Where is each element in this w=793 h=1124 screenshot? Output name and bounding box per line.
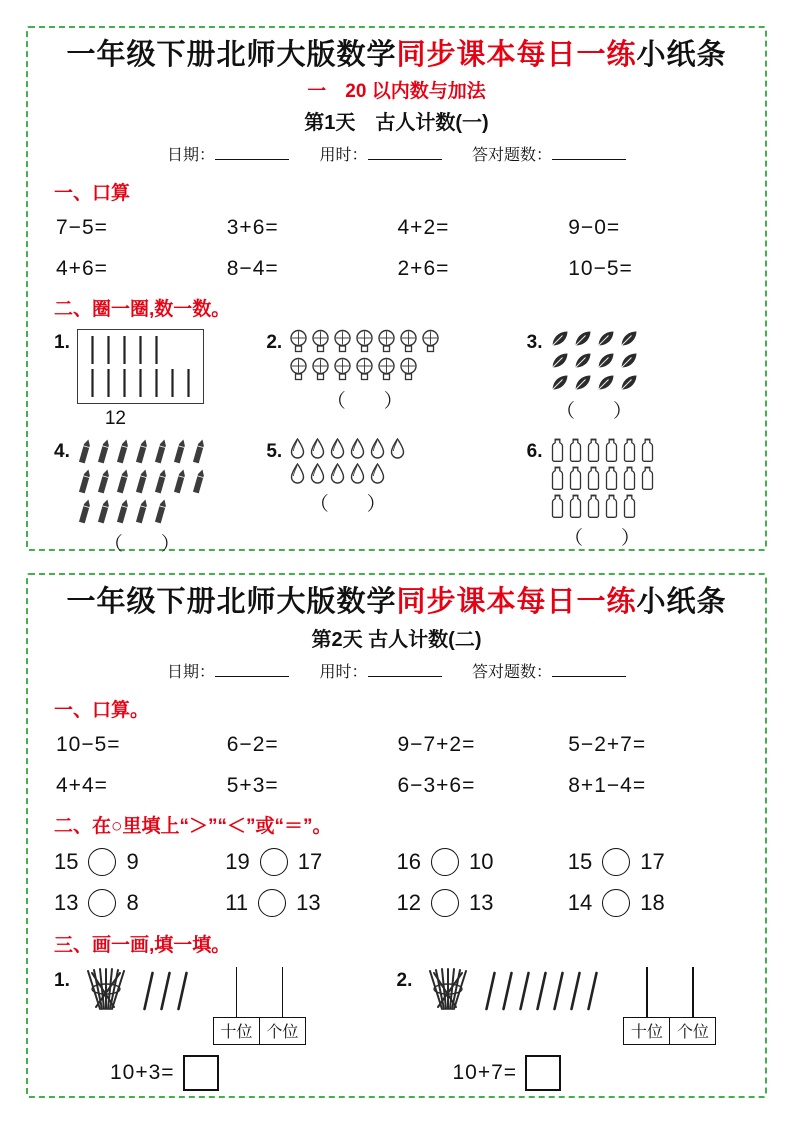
crayon-icon (115, 498, 131, 525)
equation-line (397, 1055, 740, 1091)
oral-problem: 8+1−4= (568, 773, 647, 797)
loose-stick-icon (586, 971, 599, 1011)
crayon-icon (77, 468, 93, 495)
crayon-icon (191, 468, 207, 495)
bulb-icon (289, 357, 308, 382)
compare-left: 16 (396, 848, 421, 874)
compare-circle[interactable] (431, 889, 459, 917)
compare-right: 9 (126, 848, 139, 874)
bottle-icon (640, 438, 655, 463)
drop-icon (349, 463, 366, 485)
bulb-icon-group (289, 329, 440, 382)
crayon-icon (153, 438, 169, 465)
count-answer-blank[interactable]: （ ） (555, 400, 632, 422)
bottle-icon (586, 494, 601, 519)
equation-line (54, 1055, 397, 1091)
stick-icon (104, 368, 113, 398)
stick-icon (120, 368, 129, 398)
leaf-icon (596, 373, 616, 392)
leaf-icon (596, 351, 616, 370)
compare-left: 13 (54, 889, 79, 915)
oral-problem: 4+2= (397, 215, 450, 239)
score-label: 答对题数： (471, 663, 552, 681)
day1-sheet (26, 26, 767, 555)
drop-icon-group (289, 438, 406, 485)
drop-icon (289, 463, 306, 485)
crayon-icon (172, 468, 188, 495)
loose-stick-icon (484, 971, 497, 1011)
ones-cell[interactable]: 个位 (259, 1017, 305, 1044)
day1-section1-heading: 一、口算 (54, 182, 131, 204)
tens-cell[interactable]: 十位 (624, 1017, 670, 1044)
compare-grid (54, 848, 739, 917)
count-item-3 (527, 329, 739, 430)
loose-stick-icon (142, 971, 155, 1011)
compare-item (225, 889, 396, 917)
oral-problem: 9−0= (568, 215, 621, 239)
leaf-icon (573, 373, 593, 392)
bottle-icon (640, 466, 655, 491)
place-value-lines (624, 967, 716, 1017)
compare-item (397, 848, 568, 876)
leaf-icon (619, 329, 639, 348)
drop-icon (369, 463, 386, 485)
oral-problem: 4+4= (56, 773, 108, 797)
bottle-icon (604, 494, 619, 519)
compare-left: 12 (396, 889, 421, 915)
count-item-5 (266, 438, 526, 556)
count-answer-blank[interactable]: （ ） (103, 533, 180, 555)
drop-icon (329, 438, 346, 460)
drop-icon (389, 438, 406, 460)
stick-icon (136, 335, 145, 365)
loose-stick-icon (159, 971, 172, 1011)
time-blank[interactable] (368, 662, 442, 677)
date-blank[interactable] (215, 662, 289, 677)
crayon-icon (153, 468, 169, 495)
oral-problem: 6−2= (226, 732, 279, 756)
title-black-left: 一年级下册北师大版数学 (66, 586, 397, 618)
drop-icon (309, 463, 326, 485)
compare-left: 14 (567, 889, 593, 915)
compare-right: 17 (640, 848, 665, 874)
crayon-icon (77, 498, 93, 525)
bottle-icon (586, 466, 601, 491)
stick-icon (88, 368, 97, 398)
time-label: 用时： (319, 663, 368, 681)
crayon-icon (96, 468, 112, 495)
score-label: 答对题数： (471, 146, 552, 164)
stick-icon (184, 368, 193, 398)
leaf-icon (619, 351, 639, 370)
day2-heading: 第2天 古人计数(二) (311, 628, 482, 651)
bulb-icon (289, 329, 308, 354)
crayon-icon (96, 438, 112, 465)
oral-problem: 4+6= (56, 256, 108, 280)
oral-problem: 9−7+2= (397, 732, 476, 756)
oral-problem: 5+3= (226, 773, 279, 797)
compare-item (397, 889, 568, 917)
bulb-icon (421, 329, 440, 354)
compare-left: 15 (54, 848, 79, 874)
count-items-grid (54, 329, 739, 556)
crayon-icon (134, 468, 150, 495)
compare-right: 10 (468, 848, 494, 874)
worksheet-title (54, 585, 739, 620)
title-red-middle: 同步课本每日一练 (396, 586, 637, 618)
day2-section1-heading: 一、口算。 (54, 699, 150, 721)
place-value-table (213, 1017, 306, 1045)
bottle-icon-group (550, 438, 655, 519)
draw-item-2 (397, 967, 740, 1091)
count-answer-blank[interactable]: （ ） (309, 493, 386, 515)
loose-stick-icon-group (484, 967, 599, 1011)
compare-circle[interactable] (602, 848, 630, 876)
count-answer-blank[interactable]: （ ） (563, 527, 640, 549)
bulb-icon (377, 357, 396, 382)
count-answer-blank[interactable]: （ ） (326, 390, 403, 412)
bulb-icon (399, 329, 418, 354)
day2-section3-heading: 三、画一画,填一填。 (54, 934, 231, 956)
oral-problem: 10−5= (56, 732, 121, 756)
answer-box[interactable] (183, 1055, 219, 1091)
equation-text: 10+7= (452, 1060, 518, 1084)
worksheet-title (54, 38, 739, 73)
compare-circle[interactable] (88, 889, 116, 917)
oral-problem: 6−3+6= (397, 773, 476, 797)
compare-right: 17 (297, 848, 323, 874)
oral-problem: 2+6= (397, 256, 450, 280)
compare-left: 11 (225, 889, 249, 915)
equation-text: 10+3= (110, 1060, 175, 1084)
count-item-2 (266, 329, 526, 430)
count-item-4 (54, 438, 266, 556)
loose-stick-icon (552, 971, 565, 1011)
unit-heading: 一 20 以内数与加法 (307, 80, 486, 102)
stick-icon (104, 335, 113, 365)
stick-icon (120, 335, 129, 365)
leaf-icon (550, 351, 570, 370)
score-blank[interactable] (552, 662, 626, 677)
loose-stick-icon (569, 971, 582, 1011)
item-number: 3. (526, 331, 543, 353)
title-red-middle: 同步课本每日一练 (396, 39, 637, 71)
drop-icon (329, 463, 346, 485)
day1-meta-line (54, 142, 739, 165)
score-blank[interactable] (552, 145, 626, 160)
crayon-icon (191, 438, 207, 465)
title-black-right: 小纸条 (636, 586, 727, 618)
count-answer: 12 (104, 407, 126, 429)
day2-sheet (26, 573, 767, 1098)
place-value-assembly (213, 967, 306, 1045)
title-black-left: 一年级下册北师大版数学 (66, 39, 397, 71)
stick-bundle-icon (422, 967, 474, 1018)
bulb-icon (377, 329, 396, 354)
count-item-6 (527, 438, 739, 556)
answer-box[interactable] (525, 1055, 561, 1091)
crayon-icon (153, 498, 169, 525)
ones-cell[interactable]: 个位 (670, 1017, 716, 1044)
compare-right: 8 (126, 889, 139, 915)
place-value-assembly (623, 967, 716, 1045)
leaf-icon (573, 351, 593, 370)
bottle-icon (622, 494, 637, 519)
loose-stick-icon (518, 971, 531, 1011)
item-number: 4. (54, 440, 70, 462)
oral-problem: 8−4= (226, 256, 279, 280)
sticks-box (77, 329, 204, 404)
leaf-icon (573, 329, 593, 348)
crayon-icon (96, 498, 112, 525)
time-label: 用时： (319, 146, 368, 164)
date-blank[interactable] (215, 145, 289, 160)
compare-circle[interactable] (602, 889, 630, 917)
bottle-icon (568, 466, 583, 491)
drop-icon (309, 438, 326, 460)
compare-item (54, 848, 225, 876)
compare-right: 13 (468, 889, 494, 915)
compare-item (225, 848, 396, 876)
compare-circle[interactable] (88, 848, 116, 876)
leaf-icon (550, 329, 570, 348)
day2-section2-heading: 二、在○里填上“＞”“＜”或“＝”。 (54, 815, 332, 837)
oral-problem: 3+6= (226, 215, 279, 239)
bottle-icon (568, 438, 583, 463)
stick-icon (136, 368, 145, 398)
loose-stick-icon-group (142, 967, 189, 1011)
bottle-icon (550, 466, 565, 491)
oral-problem: 10−5= (568, 256, 633, 280)
loose-stick-icon (535, 971, 548, 1011)
place-value-table (623, 1017, 716, 1045)
crayon-icon (172, 438, 188, 465)
item-number: 2. (266, 331, 283, 353)
leaf-icon (596, 329, 616, 348)
crayon-icon (115, 438, 131, 465)
bottle-icon (622, 438, 637, 463)
day1-oral-grid (54, 216, 739, 281)
draw-items-row (54, 967, 739, 1091)
item-number: 6. (526, 440, 543, 462)
day2-oral-grid (54, 733, 739, 798)
draw-item-1 (54, 967, 397, 1091)
crayon-icon (115, 468, 131, 495)
stick-icon (152, 368, 161, 398)
bottle-icon (604, 438, 619, 463)
compare-right: 13 (296, 889, 321, 915)
bottle-icon (586, 438, 601, 463)
oral-problem: 5−2+7= (568, 732, 647, 756)
compare-left: 19 (225, 848, 250, 874)
tens-cell[interactable]: 十位 (213, 1017, 259, 1044)
compare-item (568, 889, 739, 917)
leaf-icon (619, 373, 639, 392)
item-number: 1. (54, 969, 70, 991)
bulb-icon (333, 357, 352, 382)
crayon-icon (77, 438, 93, 465)
place-value-lines (213, 967, 305, 1017)
compare-left: 15 (567, 848, 593, 874)
bottle-icon (550, 438, 565, 463)
compare-item (54, 889, 225, 917)
compare-circle[interactable] (431, 848, 459, 876)
loose-stick-icon (176, 971, 189, 1011)
compare-circle[interactable] (258, 889, 286, 917)
stick-icon (152, 335, 161, 365)
bottle-icon (568, 494, 583, 519)
stick-icon (88, 335, 97, 365)
day1-section2-heading: 二、圈一圈,数一数。 (54, 298, 231, 320)
crayon-icon-group (77, 438, 207, 525)
compare-item (568, 848, 739, 876)
stick-icon (168, 368, 177, 398)
bulb-icon (399, 357, 418, 382)
stick-bundle-icon (80, 967, 132, 1018)
date-label: 日期： (167, 663, 216, 681)
bottle-icon (550, 494, 565, 519)
crayon-icon (134, 498, 150, 525)
bulb-icon (311, 357, 330, 382)
bulb-icon (355, 357, 374, 382)
bulb-icon (333, 329, 352, 354)
loose-stick-icon (501, 971, 514, 1011)
oral-problem: 7−5= (56, 215, 108, 239)
item-number: 2. (396, 969, 413, 991)
day2-meta-line (54, 659, 739, 682)
drop-icon (289, 438, 306, 460)
bottle-icon (622, 466, 637, 491)
drop-icon (349, 438, 366, 460)
bottle-icon (604, 466, 619, 491)
date-label: 日期： (167, 146, 216, 164)
title-black-right: 小纸条 (636, 39, 727, 71)
drop-icon (369, 438, 386, 460)
stick-icon-group (88, 335, 193, 398)
count-item-1 (54, 329, 266, 430)
crayon-icon (134, 438, 150, 465)
compare-right: 18 (640, 889, 665, 915)
bulb-icon (355, 329, 374, 354)
day1-heading: 第1天 古人计数(一) (304, 111, 489, 134)
leaf-icon-group (550, 329, 639, 392)
bulb-icon (311, 329, 330, 354)
compare-circle[interactable] (260, 848, 288, 876)
item-number: 5. (266, 440, 283, 462)
time-blank[interactable] (368, 145, 442, 160)
item-number: 1. (54, 331, 70, 353)
leaf-icon (550, 373, 570, 392)
